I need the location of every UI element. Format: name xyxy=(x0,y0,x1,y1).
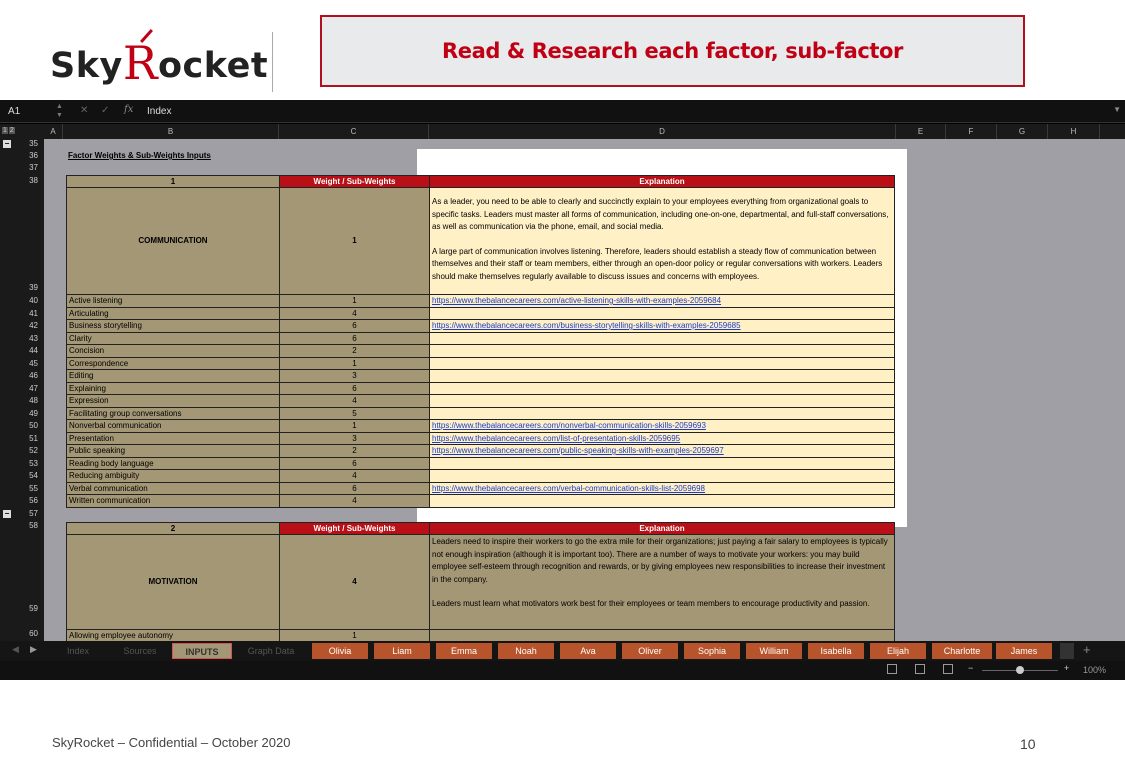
tab-sophia[interactable]: Sophia xyxy=(684,643,740,659)
subfactor-name-cell[interactable]: Allowing employee autonomy xyxy=(66,629,280,641)
weight-header-2[interactable]: Weight / Sub-Weights xyxy=(279,522,430,535)
cancel-icon[interactable]: ✕ xyxy=(80,105,89,116)
tab-graph-data[interactable]: Graph Data xyxy=(247,646,295,656)
subfactor-weight-cell[interactable]: 6 xyxy=(279,332,430,346)
sheet-grid xyxy=(44,139,1125,641)
subfactor-name-cell[interactable]: Concision xyxy=(66,344,280,358)
tab-overflow[interactable] xyxy=(1060,643,1074,659)
row-header[interactable]: 58 xyxy=(29,521,38,530)
subfactor-link-cell[interactable] xyxy=(429,407,895,421)
subfactor-weight-cell[interactable]: 5 xyxy=(279,407,430,421)
normal-view-icon[interactable] xyxy=(887,664,897,674)
weight-header[interactable]: Weight / Sub-Weights xyxy=(279,175,430,188)
tab-scroll-right-icon[interactable]: ▶ xyxy=(30,644,37,654)
explanation-header-2[interactable]: Explanation xyxy=(429,522,895,535)
row-header[interactable]: 47 xyxy=(29,384,38,393)
subfactor-link-cell[interactable]: https://www.thebalancecareers.com/nonverbal-communication-skills-2059693 xyxy=(429,419,895,433)
subfactor-link-cell[interactable] xyxy=(429,332,895,346)
outline-collapse-icon[interactable]: − xyxy=(4,509,10,518)
tab-inputs[interactable]: INPUTS xyxy=(172,643,232,659)
subfactor-weight-cell[interactable]: 1 xyxy=(279,357,430,371)
subfactor-link-cell[interactable] xyxy=(429,369,895,383)
tab-index[interactable]: Index xyxy=(66,646,90,656)
subfactor-weight-cell[interactable]: 6 xyxy=(279,482,430,496)
logo-text-sky: Sky xyxy=(50,46,123,86)
subfactor-link-cell[interactable] xyxy=(429,494,895,508)
column-header-g[interactable]: G xyxy=(997,124,1048,139)
subfactor-name-cell[interactable]: Verbal communication xyxy=(66,482,280,496)
subfactor-name-cell[interactable]: Presentation xyxy=(66,432,280,446)
subfactor-link-cell[interactable]: https://www.thebalancecareers.com/business-storytelling-skills-with-examples-2059685 xyxy=(429,319,895,333)
subfactor-name-cell[interactable]: Reducing ambiguity xyxy=(66,469,280,483)
row-header[interactable]: 50 xyxy=(29,421,38,430)
subfactor-weight-cell[interactable]: 4 xyxy=(279,394,430,408)
factor-name-2: MOTIVATION xyxy=(148,577,198,587)
add-sheet-icon[interactable]: + xyxy=(1083,642,1091,657)
subfactor-weight-cell[interactable]: 3 xyxy=(279,432,430,446)
column-header-f[interactable]: F xyxy=(946,124,997,139)
formula-input[interactable]: Index xyxy=(147,106,172,117)
page-break-icon[interactable] xyxy=(943,664,953,674)
subfactor-weight-cell[interactable]: 1 xyxy=(279,629,430,641)
logo-text-ocket: ocket xyxy=(157,46,269,86)
spreadsheet-screenshot xyxy=(0,100,1125,680)
zoom-slider-handle[interactable] xyxy=(1016,666,1024,674)
tab-scroll-left-icon[interactable]: ◀ xyxy=(12,644,19,654)
subfactor-weight-cell[interactable]: 4 xyxy=(279,307,430,321)
title-box xyxy=(320,15,1025,87)
factor-weight-2: 4 xyxy=(352,577,357,587)
tab-william[interactable]: William xyxy=(746,643,802,659)
row-header[interactable]: 40 xyxy=(29,296,38,305)
factor-name-cell[interactable] xyxy=(66,187,280,295)
factor-explanation-cell[interactable] xyxy=(429,187,895,295)
subfactor-weight-cell[interactable]: 6 xyxy=(279,319,430,333)
outline-level-1[interactable]: 1 xyxy=(3,127,7,134)
subfactor-weight-cell[interactable]: 2 xyxy=(279,344,430,358)
row-headers xyxy=(0,139,44,641)
outline-level-2[interactable]: 2 xyxy=(9,127,14,134)
column-headers xyxy=(0,124,1125,139)
subfactor-link-cell[interactable] xyxy=(429,394,895,408)
row-header[interactable]: 37 xyxy=(29,163,38,172)
logo-divider xyxy=(272,32,273,92)
row-header[interactable]: 59 xyxy=(29,604,38,613)
row-header[interactable]: 38 xyxy=(29,176,38,185)
row-header[interactable]: 52 xyxy=(29,446,38,455)
column-header-c[interactable]: C xyxy=(279,124,429,139)
subfactor-name-cell[interactable]: Correspondence xyxy=(66,357,280,371)
subfactor-name-cell[interactable]: Expression xyxy=(66,394,280,408)
page-layout-icon[interactable] xyxy=(915,664,925,674)
row-header[interactable]: 44 xyxy=(29,346,38,355)
subfactor-weight-cell[interactable]: 4 xyxy=(279,494,430,508)
column-header-e[interactable]: E xyxy=(896,124,946,139)
tab-james[interactable]: James xyxy=(996,643,1052,659)
subfactor-name-cell[interactable]: Facilitating group conversations xyxy=(66,407,280,421)
row-header[interactable]: 57 xyxy=(29,509,38,518)
outline-collapse-icon[interactable]: − xyxy=(4,139,10,148)
explanation-paragraph-2-2: Leaders must learn what motivators work best for their employees or team members to encourage productivity and passion. xyxy=(432,599,870,608)
subfactor-link-cell[interactable] xyxy=(429,457,895,471)
subfactor-name-cell[interactable]: Clarity xyxy=(66,332,280,346)
factor-weight-cell[interactable] xyxy=(279,187,430,295)
tab-emma[interactable]: Emma xyxy=(436,643,492,659)
zoom-out-button[interactable]: − xyxy=(968,663,974,673)
row-header[interactable]: 48 xyxy=(29,396,38,405)
row-header[interactable]: 53 xyxy=(29,459,38,468)
subfactor-weight-cell[interactable]: 3 xyxy=(279,369,430,383)
subfactor-link-cell[interactable] xyxy=(429,469,895,483)
tab-olivia[interactable]: Olivia xyxy=(312,643,368,659)
sheet-tabs xyxy=(0,641,1125,661)
tab-noah[interactable]: Noah xyxy=(498,643,554,659)
row-header[interactable]: 56 xyxy=(29,496,38,505)
tab-elijah[interactable]: Elijah xyxy=(870,643,926,659)
outline-level-buttons[interactable] xyxy=(2,127,16,134)
explanation-paragraph-2: A large part of communication involves listening. Therefore, leaders should establish a steady flow of communication between themselves and their staff or team members, either through an open-door policy or regular conversations with workers. Leaders should make themselves regularly available to discuss issues and concerns with employees. xyxy=(432,246,883,281)
subfactor-link-cell[interactable] xyxy=(429,357,895,371)
zoom-level: 100% xyxy=(1083,665,1107,675)
subfactor-link-cell[interactable]: https://www.thebalancecareers.com/verbal-communication-skills-list-2059698 xyxy=(429,482,895,496)
page-number: 10 xyxy=(1020,736,1036,752)
subfactor-name-cell[interactable]: Nonverbal communication xyxy=(66,419,280,433)
slide-title: Read & Research each factor, sub-factor xyxy=(441,39,904,63)
row-header[interactable]: 60 xyxy=(29,629,38,638)
tab-charlotte[interactable]: Charlotte xyxy=(932,643,992,659)
tab-oliver[interactable]: Oliver xyxy=(622,643,678,659)
chevron-down-icon[interactable]: ▼ xyxy=(1113,105,1121,114)
confirm-icon[interactable]: ✓ xyxy=(101,105,110,116)
subfactor-weight-cell[interactable]: 6 xyxy=(279,457,430,471)
subfactor-name-cell[interactable]: Business storytelling xyxy=(66,319,280,333)
column-header-b[interactable]: B xyxy=(63,124,279,139)
row-header[interactable]: 55 xyxy=(29,484,38,493)
footer-confidential: SkyRocket – Confidential – October 2020 xyxy=(52,735,291,750)
tab-isabella[interactable]: Isabella xyxy=(808,643,864,659)
explanation-header[interactable]: Explanation xyxy=(429,175,895,188)
factor-name: COMMUNICATION xyxy=(138,236,208,246)
subfactor-link-cell[interactable]: https://www.thebalancecareers.com/list-of-presentation-skills-2059695 xyxy=(429,432,895,446)
subfactor-link-cell[interactable] xyxy=(429,307,895,321)
subfactor-weight-cell[interactable]: 1 xyxy=(279,419,430,433)
row-header[interactable]: 39 xyxy=(29,283,38,292)
subfactor-name-cell[interactable]: Reading body language xyxy=(66,457,280,471)
section-heading: Factor Weights & Sub-Weights Inputs xyxy=(68,151,211,160)
zoom-in-button[interactable]: + xyxy=(1064,663,1070,673)
factor-explanation-cell-2[interactable] xyxy=(429,534,895,630)
subfactor-name-cell[interactable]: Active listening xyxy=(66,294,280,308)
column-header-a[interactable]: A xyxy=(44,124,63,139)
formula-bar xyxy=(0,100,1125,123)
subfactor-link-cell[interactable] xyxy=(429,629,895,641)
row-header[interactable]: 49 xyxy=(29,409,38,418)
function-icon[interactable]: fx xyxy=(124,104,134,115)
row-header[interactable]: 42 xyxy=(29,321,38,330)
subfactor-weight-cell[interactable]: 6 xyxy=(279,382,430,396)
subfactor-link-cell[interactable] xyxy=(429,344,895,358)
subfactor-name-cell[interactable]: Public speaking xyxy=(66,444,280,458)
subfactor-link-cell[interactable]: https://www.thebalancecareers.com/active-listening-skills-with-examples-2059684 xyxy=(429,294,895,308)
factor-index-cell[interactable]: 1 xyxy=(66,175,280,188)
row-header[interactable]: 51 xyxy=(29,434,38,443)
name-box[interactable]: A1 xyxy=(8,106,21,117)
factor-index-cell-2[interactable]: 2 xyxy=(66,522,280,535)
row-header[interactable]: 43 xyxy=(29,334,38,343)
skyrocket-logo xyxy=(50,34,269,90)
row-header[interactable]: 36 xyxy=(29,151,38,160)
tab-sources[interactable]: Sources xyxy=(123,646,157,656)
subfactor-weight-cell[interactable]: 2 xyxy=(279,444,430,458)
tab-liam[interactable]: Liam xyxy=(374,643,430,659)
row-header[interactable]: 35 xyxy=(29,139,38,148)
explanation-paragraph-1: As a leader, you need to be able to clearly and succinctly explain to your employees everything from organizational goals to specific tasks. Leaders must master all forms of communication, including one-on-one, departmental, and full-staff conversations, as well as communication via the phone, email, and social media. xyxy=(432,197,889,231)
subfactor-weight-cell[interactable]: 1 xyxy=(279,294,430,308)
subfactor-name-cell[interactable]: Articulating xyxy=(66,307,280,321)
subfactor-link-cell[interactable]: https://www.thebalancecareers.com/public-speaking-skills-with-examples-2059697 xyxy=(429,444,895,458)
explanation-paragraph-2-1: Leaders need to inspire their workers to go the extra mile for their organizations; just paying a fair salary to employees is typically not enough inspiration (although it is important too). There are a number of ways to motivate your workers: you may build employee self-esteem through recognition and rewards, or by giving employees new responsibilities to increase their investment in the company. xyxy=(432,537,888,584)
column-header-d[interactable]: D xyxy=(429,124,896,139)
status-bar xyxy=(0,661,1125,680)
factor-weight: 1 xyxy=(352,236,357,246)
column-header-h[interactable]: H xyxy=(1048,124,1100,139)
factor-name-cell-2[interactable] xyxy=(66,534,280,630)
subfactor-name-cell[interactable]: Editing xyxy=(66,369,280,383)
row-header[interactable]: 41 xyxy=(29,309,38,318)
tab-ava[interactable]: Ava xyxy=(560,643,616,659)
row-header[interactable]: 45 xyxy=(29,359,38,368)
factor-weight-cell-2[interactable] xyxy=(279,534,430,630)
subfactor-link-cell[interactable] xyxy=(429,382,895,396)
subfactor-weight-cell[interactable]: 4 xyxy=(279,469,430,483)
subfactor-name-cell[interactable]: Explaining xyxy=(66,382,280,396)
row-header[interactable]: 46 xyxy=(29,371,38,380)
row-header[interactable]: 54 xyxy=(29,471,38,480)
name-box-stepper-icon[interactable]: ▲ ▼ xyxy=(56,103,63,119)
logo-text-r: R xyxy=(122,36,158,90)
subfactor-name-cell[interactable]: Written communication xyxy=(66,494,280,508)
